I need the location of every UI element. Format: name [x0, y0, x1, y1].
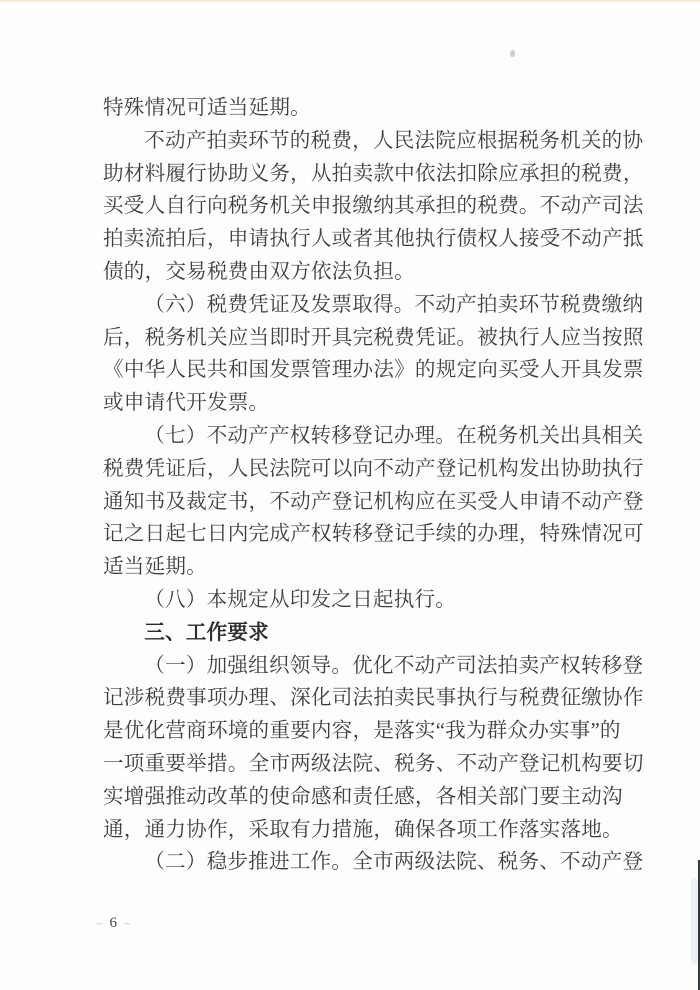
scan-right-glow-artifact — [691, 878, 698, 964]
text-line: （一）加强组织领导。优化不动产司法拍卖产权转移登 — [144, 654, 644, 677]
text-line: 买受人自行向税务机关申报缴纳其承担的税费。不动产司法 — [103, 195, 644, 218]
text-line: 或申请代开发票。 — [103, 392, 270, 415]
text-line: 税费凭证后，人民法院可以向不动产登记机构发出协助执行 — [103, 457, 644, 480]
scan-top-edge-artifact — [0, 0, 700, 2]
text-line: 不动产拍卖环节的税费，人民法院应根据税务机关的协 — [144, 129, 644, 152]
text-line: 特殊情况可适当延期。 — [103, 97, 311, 119]
text-line: 后，税务机关应当即时开具完税费凭证。被执行人应当按照 — [103, 326, 644, 349]
text-line: 通知书及裁定书，不动产登记机构应在买受人申请不动产登 — [103, 490, 644, 513]
text-line: 记涉税费事项办理、深化司法拍卖民事执行与税费征缴协作 — [103, 687, 644, 710]
text-line: 一项重要举措。全市两级法院、税务、不动产登记机构要切 — [103, 752, 644, 775]
text-line: 债的，交易税费由双方依法负担。 — [103, 260, 415, 283]
text-line: 实增强推动改革的使命感和责任感，各相关部门要主动沟 — [103, 785, 623, 808]
text-line: 记之日起七日内完成产权转移登记手续的办理，特殊情况可 — [103, 523, 644, 546]
document-body — [103, 92, 644, 879]
page-number — [96, 913, 156, 933]
section-heading: 三、工作要求 — [144, 620, 269, 644]
text-line: 适当延期。 — [103, 556, 207, 579]
scan-speck-artifact — [510, 50, 515, 57]
text-line: （八）本规定从印发之日起执行。 — [144, 588, 457, 611]
text-line: 助材料履行协助义务，从拍卖款中依法扣除应承担的税费， — [103, 162, 644, 185]
page-number-dash-left: – — [96, 915, 103, 930]
text-line: 是优化营商环境的重要内容，是落实“我为群众办实事”的 — [103, 720, 621, 743]
text-line: （七）不动产产权转移登记办理。在税务机关出具相关 — [144, 424, 644, 447]
page-number-value: 6 — [109, 915, 117, 931]
page-number-dash-right: – — [124, 915, 131, 930]
text-line: 拍卖流拍后，申请执行人或者其他执行债权人接受不动产抵 — [103, 228, 644, 251]
text-line: （六）税费凭证及发票取得。不动产拍卖环节税费缴纳 — [144, 293, 644, 316]
text-line: 通，通力协作，采取有力措施，确保各项工作落实落地。 — [103, 818, 623, 841]
text-line: （二）稳步推进工作。全市两级法院、税务、不动产登 — [144, 851, 644, 874]
text-line: 《中华人民共和国发票管理办法》的规定向买受人开具发票 — [103, 359, 644, 382]
